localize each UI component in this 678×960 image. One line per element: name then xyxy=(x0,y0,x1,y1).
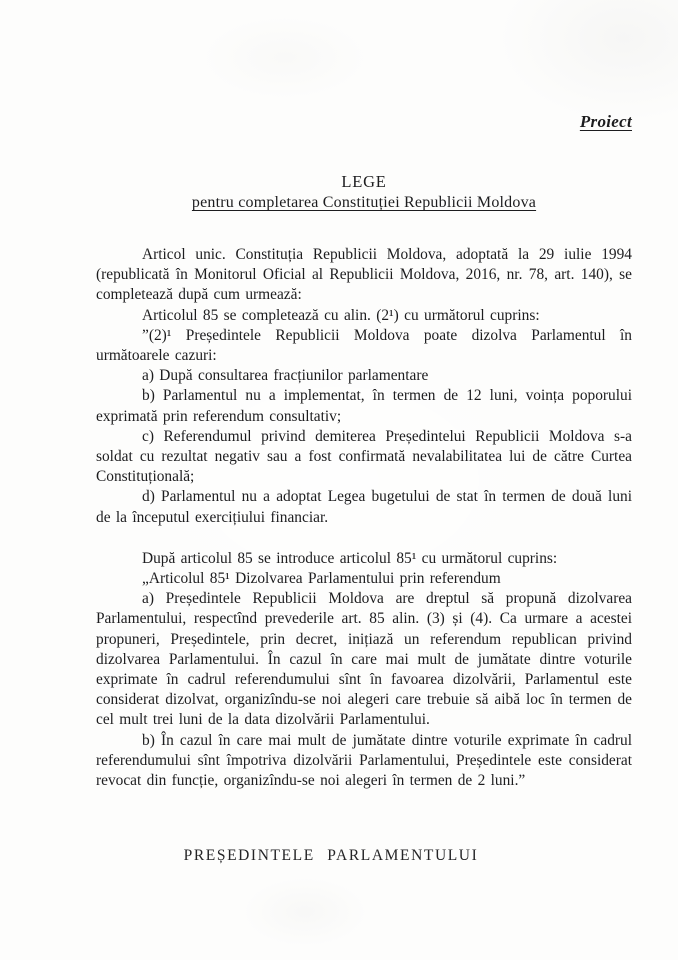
paragraph: d) Parlamentul nu a adoptat Legea bugetului de stat în termen de două luni de la începutul exercițiului financiar. xyxy=(96,488,632,526)
document-content xyxy=(0,112,678,865)
paragraph: ”(2)¹ Președintele Republicii Moldova poate dizolva Parlamentul în următoarele cazuri: xyxy=(96,326,632,365)
document-subtitle xyxy=(96,194,632,212)
paragraph: b) Parlamentul nu a implementat, în termen de 12 luni, voința poporului exprimată prin referendum consultativ; xyxy=(96,387,632,425)
draft-watermark-label: Proiect xyxy=(579,112,632,131)
document-body xyxy=(96,245,632,791)
paragraph: După articolul 85 se introduce articolul 85¹ cu următorul cuprins: xyxy=(142,549,558,567)
document-title: LEGE xyxy=(341,172,387,191)
document-subtitle-label: pentru completarea Constituției Republicii Moldova xyxy=(191,194,537,211)
paragraph: Articolul 85 se completează cu alin. (2¹) cu următorul cuprins: xyxy=(142,306,540,324)
paragraph: a) Președintele Republicii Moldova are dreptul să propună dizolvarea Parlamentului, respectînd prevederile art. 85 alin. (3) și (4). Ca urmare a acestei propuneri, Președintele, prin decret, inițiază un referendum republican privind dizolvarea Parlamentului. În cazul în care mai mult de jumătate dintre voturile exprimate în cadrul referendumului sînt în favoarea dizolvării, Parlamentul este considerat dizolvat, organizîndu-se noi alegeri care trebuie să aibă loc în termen de cel mult trei luni de la data dizolvării Parlamentului. xyxy=(96,590,632,729)
paragraph: c) Referendumul privind demiterea Președintelui Republicii Moldova s-a soldat cu rezultat negativ sau a fost confirmată nevalabilitatea lui de către Curtea Constituțională; xyxy=(96,427,632,486)
paragraph: „Articolul 85¹ Dizolvarea Parlamentului prin referendum xyxy=(142,570,501,588)
draft-watermark xyxy=(96,112,632,132)
paragraph: a) După consultarea fracțiunilor parlamentare xyxy=(142,367,429,385)
signature-line: PREȘEDINTELE PARLAMENTULUI xyxy=(183,847,479,865)
paragraph: Articol unic. Constituția Republicii Moldova, adoptată la 29 iulie 1994 (republicată în Monitorul Oficial al Republicii Moldova, 2016, nr. 78, art. 140), se completează după cum urmează: xyxy=(96,246,632,304)
paragraph: b) În cazul în care mai mult de jumătate dintre voturile exprimate în cadrul referendumului sînt împotriva dizolvării Parlamentului, Președintele este considerat revocat din funcție, organizîndu-se noi alegeri în termen de 2 luni.” xyxy=(96,731,632,790)
